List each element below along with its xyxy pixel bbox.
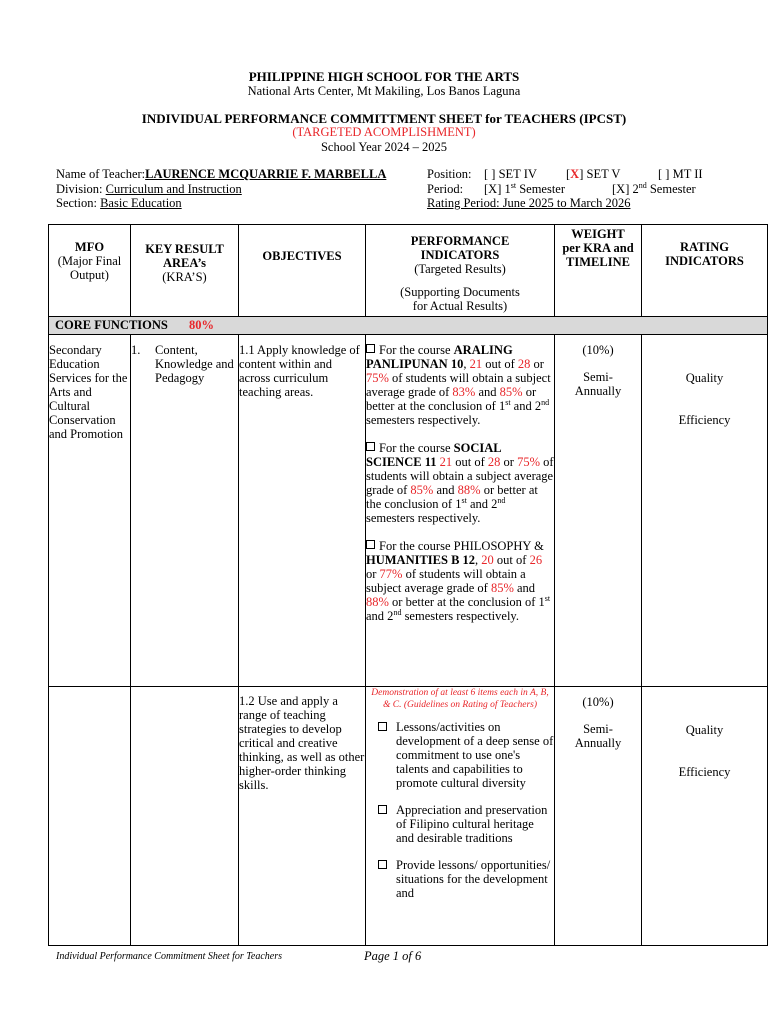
objective-text: 1.1 Apply knowledge of content within and across curriculum teaching areas.	[239, 343, 360, 399]
core-functions-cell	[49, 317, 768, 335]
weight-value: (10%)	[582, 695, 614, 709]
pi1-sup-nd: nd	[541, 397, 550, 407]
checkbox-icon	[366, 344, 375, 353]
pi2-n1: 21	[439, 455, 453, 469]
mfo-cell	[49, 335, 131, 687]
rating-efficiency: Efficiency	[678, 765, 731, 779]
pi3-g: or better at the conclusion of 1	[388, 595, 545, 609]
table-row	[49, 335, 768, 687]
pi-header-sub2: (Supporting Documents for Actual Results)	[400, 285, 520, 313]
rating-quality: Quality	[685, 723, 724, 737]
pi2-a: For the course	[379, 441, 454, 455]
pi2-sup-nd: nd	[497, 495, 506, 505]
pi-list-item	[366, 803, 554, 845]
pi-cell	[366, 335, 555, 687]
objective-cell	[239, 335, 366, 687]
rating-header-title: RATING INDICATORS	[665, 240, 744, 268]
pi2-c: out of	[452, 455, 488, 469]
section-line	[56, 196, 337, 211]
kra-text: Content, Knowledge and Pedagogy	[155, 343, 234, 385]
pi2-h: and 2	[466, 497, 498, 511]
period-first-rest: Semester	[516, 182, 566, 196]
pi3-c: out of	[493, 553, 530, 567]
pi1-h: and 2	[510, 399, 542, 413]
position-set-iv: [ ] SET IV	[484, 167, 537, 181]
objective-text: 1.2 Use and apply a range of teaching strategies to develop critical and creative thinking, as well as other higher-order thinking skills.	[239, 694, 365, 792]
header-row	[49, 225, 768, 317]
performance-indicators-header	[366, 225, 555, 317]
rating-period-value: Rating Period: June 2025 to March 2026	[427, 196, 631, 210]
school-address: National Arts Center, Mt Makiling, Los Banos Laguna	[247, 84, 521, 98]
pi-philosophy	[366, 539, 554, 623]
kra-header	[131, 225, 239, 317]
period-second-value: [X] 2	[612, 182, 639, 196]
period-second-sup: nd	[638, 180, 647, 190]
division-label: Division:	[56, 182, 106, 196]
sheet-subtitle: (TARGETED ACOMPLISHMENT)	[292, 125, 476, 139]
pi1-course: ARALING PANLIPUNAN 10	[366, 343, 513, 371]
pi3-g1: 85%	[490, 581, 514, 595]
kra-header-title: KEY RESULT AREA’s	[145, 242, 224, 270]
position-mt-ii: [ ] MT II	[658, 167, 703, 181]
checkbox-icon	[366, 442, 375, 451]
pi-araling-panlipunan	[366, 343, 554, 427]
sheet-title: INDIVIDUAL PERFORMANCE COMMITTMENT SHEET for TEACHERS (IPCST)	[141, 111, 627, 126]
period-first	[484, 182, 565, 197]
kra-number: 1.	[131, 343, 141, 357]
pi1-g1: 83%	[452, 385, 476, 399]
pi-item-3: Provide lessons/ opportunities/ situations for the development and	[396, 858, 551, 900]
period-second-rest: Semester	[646, 182, 696, 196]
mfo-header-sub: (Major Final Output)	[57, 254, 122, 282]
pi3-d: or	[366, 567, 380, 581]
kra-header-sub: (KRA’S)	[162, 270, 207, 284]
pi3-course: HUMANITIES B 12	[366, 553, 476, 567]
pi-item-1: Lessons/activities on development of a deep sense of commitment to use one's talents and capabilities to promote cultural diversity	[396, 720, 554, 790]
pi3-b: ,	[475, 553, 482, 567]
mfo-header-title: MFO	[74, 240, 105, 254]
pi-list-item	[366, 720, 554, 790]
pi1-sup-st: st	[505, 397, 511, 407]
division-line	[56, 182, 290, 197]
rating-cell	[642, 687, 768, 946]
pi1-n2: 28	[517, 357, 531, 371]
pi1-i: semesters respectively.	[366, 413, 481, 427]
pi1-n1: 21	[469, 357, 483, 371]
kra-cell	[131, 687, 239, 946]
pi1-g2: 85%	[499, 385, 523, 399]
position-set-v-label: ] SET V	[579, 167, 621, 181]
pi3-h: and 2	[366, 609, 394, 623]
pi2-g: or better at the conclusion of 1	[366, 483, 538, 511]
rating-quality: Quality	[685, 371, 724, 385]
pi1-d: or	[530, 357, 544, 371]
pi3-sup-nd: nd	[393, 607, 402, 617]
checkbox-icon	[378, 803, 396, 845]
mfo-header	[49, 225, 131, 317]
pi-header-sub: (Targeted Results)	[414, 262, 506, 276]
school-name: PHILIPPINE HIGH SCHOOL FOR THE ARTS	[248, 69, 520, 84]
pi2-i: semesters respectively.	[366, 511, 481, 525]
table-row	[49, 687, 768, 946]
objective-cell	[239, 687, 366, 946]
objectives-header	[239, 225, 366, 317]
weight-value: (10%)	[582, 343, 614, 357]
pi2-f: and	[433, 483, 458, 497]
rating-period	[427, 196, 690, 211]
mfo-text: Secondary Education Services for the Arts and Cultural Conservation and Promotion	[49, 343, 128, 441]
checkbox-icon	[366, 540, 375, 549]
pi3-sup-st: st	[544, 593, 551, 603]
pi3-n1: 20	[481, 553, 494, 567]
school-year: School Year 2024 – 2025	[320, 140, 448, 154]
pi-social-science	[366, 441, 554, 525]
period-first-value: [X] 1	[484, 182, 511, 196]
position-label: Position:	[427, 167, 472, 181]
pi-item-2: Appreciation and preservation of Filipino cultural heritage and desirable traditions	[396, 803, 548, 845]
mfo-cell	[49, 687, 131, 946]
core-functions-row	[49, 317, 768, 335]
rating-cell	[642, 335, 768, 687]
position-set-v	[566, 167, 620, 182]
pi3-i: semesters respectively.	[401, 609, 519, 623]
weight-cell	[555, 687, 642, 946]
pi2-g1: 85%	[410, 483, 434, 497]
core-functions-pct: 80%	[189, 318, 214, 332]
pi1-c: out of	[482, 357, 518, 371]
pi2-sup-st: st	[461, 495, 467, 505]
teacher-line	[56, 167, 386, 182]
period-label: Period:	[427, 182, 464, 196]
period-first-sup: st	[510, 180, 517, 190]
pi1-g: or better at the conclusion of 1	[366, 385, 537, 413]
pi2-n2: 28	[487, 455, 501, 469]
pi3-p1: 77%	[379, 567, 403, 581]
rating-header	[642, 225, 768, 317]
footer-document-name: Individual Performance Commitment Sheet for Teachers	[56, 951, 282, 962]
kra-cell	[131, 335, 239, 687]
division-value: Curriculum and Instruction	[105, 182, 242, 196]
rating-efficiency: Efficiency	[678, 413, 731, 427]
pi1-b: ,	[463, 357, 470, 371]
pi3-f: and	[513, 581, 536, 595]
weight-cell	[555, 335, 642, 687]
pi3-g2: 88%	[366, 595, 389, 609]
weight-header	[555, 225, 642, 317]
pi2-g2: 88%	[457, 483, 481, 497]
pi-cell	[366, 687, 555, 946]
pi-list-item	[366, 858, 554, 900]
pi1-p1: 75%	[366, 371, 389, 385]
pi-note: Demonstration of at least 6 items each in A, B, & C. (Guidelines on Rating of Teachers)	[371, 688, 549, 710]
pi3-a: For the course PHILOSOPHY &	[379, 539, 544, 553]
position-set-v-check: X	[570, 167, 580, 181]
kra-item	[131, 343, 238, 385]
period-second	[612, 182, 696, 197]
timeline-value: Semi-Annually	[574, 722, 622, 750]
ipcst-table	[48, 224, 768, 946]
page-number: Page 1 of 6	[364, 949, 422, 963]
section-value: Basic Education	[100, 196, 182, 210]
pi3-n2: 26	[529, 553, 543, 567]
teacher-name: LAURENCE MCQUARRIE F. MARBELLA	[145, 167, 387, 181]
core-functions-label: CORE FUNCTIONS	[55, 318, 168, 332]
pi2-e: of students will obtain a subject average grade of	[366, 455, 554, 497]
weight-header-title: WEIGHT per KRA and TIMELINE	[562, 227, 634, 269]
section-label: Section:	[56, 196, 101, 210]
checkbox-icon	[378, 720, 396, 790]
pi1-f: and	[475, 385, 500, 399]
pi2-course: SOCIAL SCIENCE 11	[366, 441, 501, 469]
pi2-p1: 75%	[517, 455, 540, 469]
pi1-e: of students will obtain a subject average grade of	[366, 371, 551, 399]
pi-header-title: PERFORMANCE INDICATORS	[410, 234, 510, 262]
timeline-value: Semi-Annually	[574, 370, 622, 398]
pi1-a: For the course	[379, 343, 454, 357]
objectives-header-title: OBJECTIVES	[262, 249, 342, 263]
position-set-v-open: [	[566, 167, 571, 181]
pi2-d: or	[500, 455, 518, 469]
checkbox-icon	[378, 858, 396, 900]
pi3-e: of students will obtain a subject average grade of	[366, 567, 526, 595]
teacher-label: Name of Teacher:	[56, 167, 146, 181]
